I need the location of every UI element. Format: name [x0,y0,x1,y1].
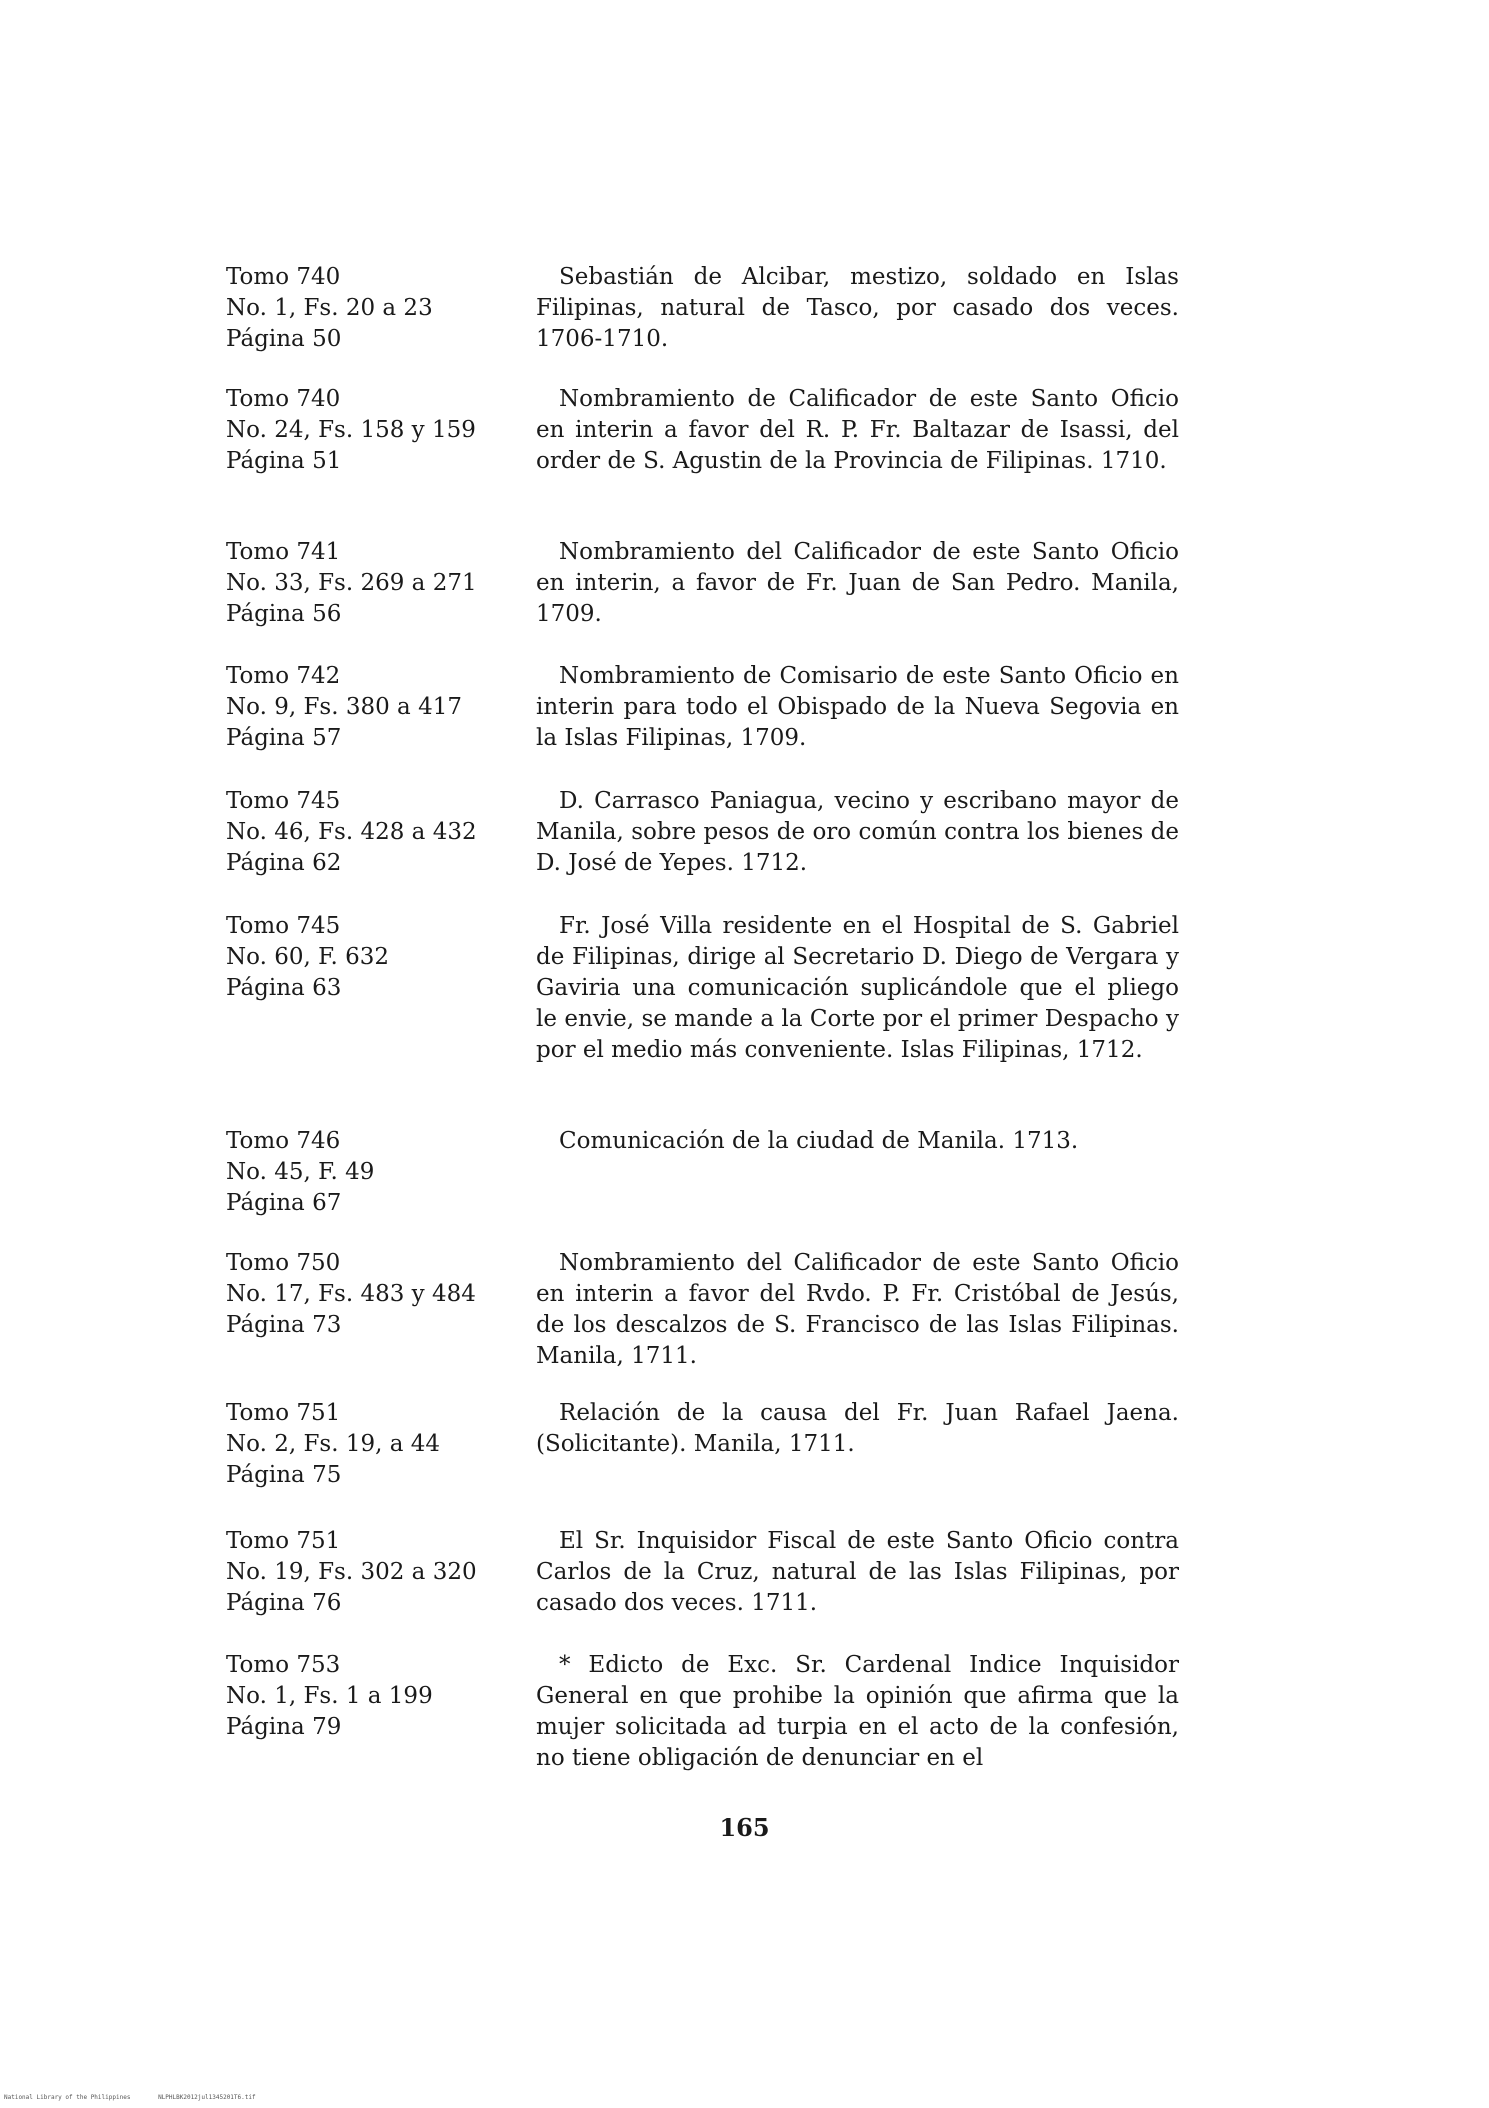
page-ref-label: Página 62 [226,850,342,876]
entry-text: D. Carrasco Paniagua, vecino y escribano mayor de Manila, sobre pesos de oro común contra los bienes de D. José de Yepes. 1712. [536,788,1179,876]
archive-reference [226,911,526,1004]
folio-label: No. 33, Fs. 269 a 271 [226,570,477,596]
entry-description [536,1650,1179,1774]
entry-description [536,537,1179,630]
entry-text: Fr. José Villa residente en el Hospital de S. Gabriel de Filipinas, dirige al Secretario D. Diego de Vergara y Gaviria una comunicación suplicándole que el pliego le envie, se mande a la Corte por el primer Despacho y por el medio más conveniente. Islas Filipinas, 1712. [536,913,1179,1063]
entry-description [536,1398,1179,1460]
archive-reference [226,1126,526,1219]
entry-text: Sebastián de Alcibar, mestizo, soldado en Islas Filipinas, natural de Tasco, por casado dos veces. 1706-1710. [536,264,1179,352]
page-ref-label: Página 50 [226,326,342,352]
entry-text: * Edicto de Exc. Sr. Cardenal Indice Inquisidor General en que prohibe la opinión que afirma que la mujer solicitada ad turpia en el acto de la confesión, no tiene obligación de denunciar en el [536,1652,1179,1771]
page-ref-label: Página 57 [226,725,342,751]
tomo-label: Tomo 745 [226,913,341,939]
entry-text: El Sr. Inquisidor Fiscal de este Santo Oficio contra Carlos de la Cruz, natural de las Islas Filipinas, por casado dos veces. 1711. [536,1528,1179,1616]
entry-description [536,911,1179,1066]
entry-description [536,1126,1179,1157]
folio-label: No. 17, Fs. 483 y 484 [226,1281,476,1307]
scan-footer [4,2094,280,2101]
entry-text: Relación de la causa del Fr. Juan Rafael Jaena. (Solicitante). Manila, 1711. [536,1400,1179,1457]
archive-reference [226,1526,526,1619]
page-ref-label: Página 67 [226,1190,342,1216]
tomo-label: Tomo 745 [226,788,341,814]
archive-reference [226,1650,526,1743]
tomo-label: Tomo 742 [226,663,341,689]
entry-description [536,262,1179,355]
folio-label: No. 1, Fs. 1 a 199 [226,1683,433,1709]
page-ref-label: Página 63 [226,975,342,1001]
entry-text: Nombramiento de Comisario de este Santo Oficio en interin para todo el Obispado de la Nueva Segovia en la Islas Filipinas, 1709. [536,663,1179,751]
folio-label: No. 46, Fs. 428 a 432 [226,819,477,845]
footer-file-id: NLPHLBK2012jul1345201T6.tif [158,2094,256,2101]
page-ref-label: Página 75 [226,1462,342,1488]
entry-description [536,1526,1179,1619]
entry-text: Nombramiento de Calificador de este Santo Oficio en interin a favor del R. P. Fr. Baltazar de Isassi, del order de S. Agustin de la Provincia de Filipinas. 1710. [536,386,1179,474]
tomo-label: Tomo 751 [226,1528,341,1554]
archive-reference [226,786,526,879]
entry-description [536,661,1179,754]
archive-reference [226,262,526,355]
folio-label: No. 60, F. 632 [226,944,389,970]
folio-label: No. 45, F. 49 [226,1159,375,1185]
folio-label: No. 19, Fs. 302 a 320 [226,1559,477,1585]
tomo-label: Tomo 740 [226,386,341,412]
page-number: 165 [719,1813,770,1842]
page-ref-label: Página 56 [226,601,342,627]
entry-description [536,1248,1179,1372]
footer-library: National Library of the Philippines [4,2094,131,2101]
entry-text: Comunicación de la ciudad de Manila. 1713. [559,1128,1079,1154]
folio-label: No. 9, Fs. 380 a 417 [226,694,462,720]
archive-reference [226,1248,526,1341]
archive-reference [226,537,526,630]
folio-label: No. 1, Fs. 20 a 23 [226,295,433,321]
archive-reference [226,1398,526,1491]
entry-text: Nombramiento del Calificador de este Santo Oficio en interin, a favor de Fr. Juan de San Pedro. Manila, 1709. [536,539,1179,627]
page-ref-label: Página 76 [226,1590,342,1616]
tomo-label: Tomo 750 [226,1250,341,1276]
entry-description [536,786,1179,879]
archive-reference [226,661,526,754]
entry-description [536,384,1179,477]
tomo-label: Tomo 740 [226,264,341,290]
tomo-label: Tomo 753 [226,1652,341,1678]
entry-text: Nombramiento del Calificador de este Santo Oficio en interin a favor del Rvdo. P. Fr. Cristóbal de Jesús, de los descalzos de S. Francisco de las Islas Filipinas. Manila, 1711. [536,1250,1179,1369]
page-ref-label: Página 73 [226,1312,342,1338]
folio-label: No. 2, Fs. 19, a 44 [226,1431,441,1457]
page-ref-label: Página 51 [226,448,342,474]
tomo-label: Tomo 746 [226,1128,341,1154]
archive-reference [226,384,526,477]
tomo-label: Tomo 751 [226,1400,341,1426]
folio-label: No. 24, Fs. 158 y 159 [226,417,476,443]
page-ref-label: Página 79 [226,1714,342,1740]
tomo-label: Tomo 741 [226,539,341,565]
